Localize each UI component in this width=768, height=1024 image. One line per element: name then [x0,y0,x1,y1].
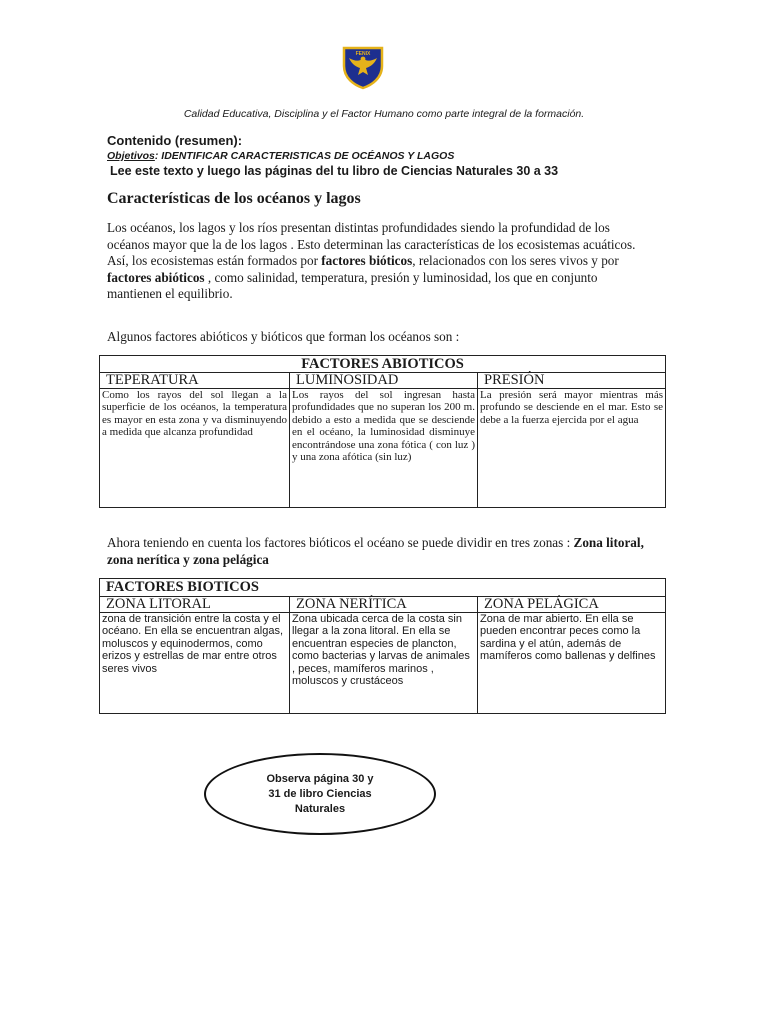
table-title: FACTORES BIOTICOS [100,579,666,597]
column-header: ZONA PELÁGICA [478,597,666,613]
column-header: PRESIÓN [478,373,666,389]
objetivos-line [107,150,454,162]
contenido-label: Contenido (resumen): [107,133,243,148]
column-header: LUMINOSIDAD [290,373,478,389]
text: , como salinidad, temperatura, presión y luminosidad, los que en conjunto mantienen el equilibrio. [107,269,598,302]
bold-term: factores abióticos [107,269,205,285]
table-cell: Zona ubicada cerca de la costa sin llegar a la zona litoral. En ella se encuentran especies de plancton, como bacterias y larvas de animales , peces, mamíferos marinos , moluscos y crustáceos [290,613,478,714]
motto: Calidad Educativa, Disciplina y el Factor Humano como parte integral de la formación. [183,108,585,120]
zones-paragraph [107,535,647,568]
table-cell: Como los rayos del sol llegan a la superficie de los océanos, la temperatura es mayor en esta zona y va disminuyendo a medida que alcanza profundidad [100,389,290,508]
objetivos-text: : IDENTIFICAR CARACTERISTICAS DE OCÉANOS Y LAGOS [154,150,455,162]
text: , relacionados con los seres vivos y por [412,253,619,269]
bold-term: factores bióticos [321,253,413,269]
table-title: FACTORES ABIOTICOS [100,356,666,373]
bold-term: Zona litoral, zona nerítica y zona pelágica [107,535,644,567]
section-heading: Características de los océanos y lagos [107,190,361,207]
abiotic-factors-table [99,355,666,508]
biotic-factors-table [99,578,666,714]
objetivos-label: Objetivos [107,150,155,162]
page-reference-text: Observa página 30 y 31 de libro Ciencias Naturales [266,772,374,815]
table-cell: Los rayos del sol ingresan hasta profundidades que no superan los 200 m. debido a esto a medida que se desciende en el océano, la luminosidad disminuye encontrándose una zona fótica ( con luz ) y una zona afótica (sin luz) [290,389,478,508]
reading-instruction: Lee este texto y luego las páginas del tu libro de Ciencias Naturales 30 a 33 [110,164,559,178]
intro-paragraph [107,220,647,303]
column-header: TEPERATURA [100,373,290,389]
column-header: ZONA NERÍTICA [290,597,478,613]
school-logo-icon [340,44,386,90]
table-cell: La presión será mayor mientras más profundo se desciende en el mar. Esto se debe a la fuerza ejercida por el agua [478,389,666,508]
text: Los océanos, los lagos y los ríos presentan distintas profundidades siendo la profundidad de los océanos mayor que la de los lagos . Esto determinan las características de los ecosistemas acuáticos. Así, los ecosistemas están formados por [107,220,636,269]
page-reference-oval [204,753,436,835]
text: Ahora teniendo en cuenta los factores bióticos el océano se puede dividir en tres zonas : [107,535,574,550]
table-cell: Zona de mar abierto. En ella se pueden encontrar peces como la sardina y el atún, además de mamíferos como ballenas y delfines [478,613,666,714]
svg-text:FENIX: FENIX [355,51,371,57]
factors-intro: Algunos factores abióticos y bióticos que forman los océanos son : [107,329,460,344]
column-header: ZONA LITORAL [100,597,290,613]
table-cell: zona de transición entre la costa y el océano. En ella se encuentran algas, moluscos y equinodermos, como erizos y estrellas de mar entre otros seres vivos [100,613,290,714]
